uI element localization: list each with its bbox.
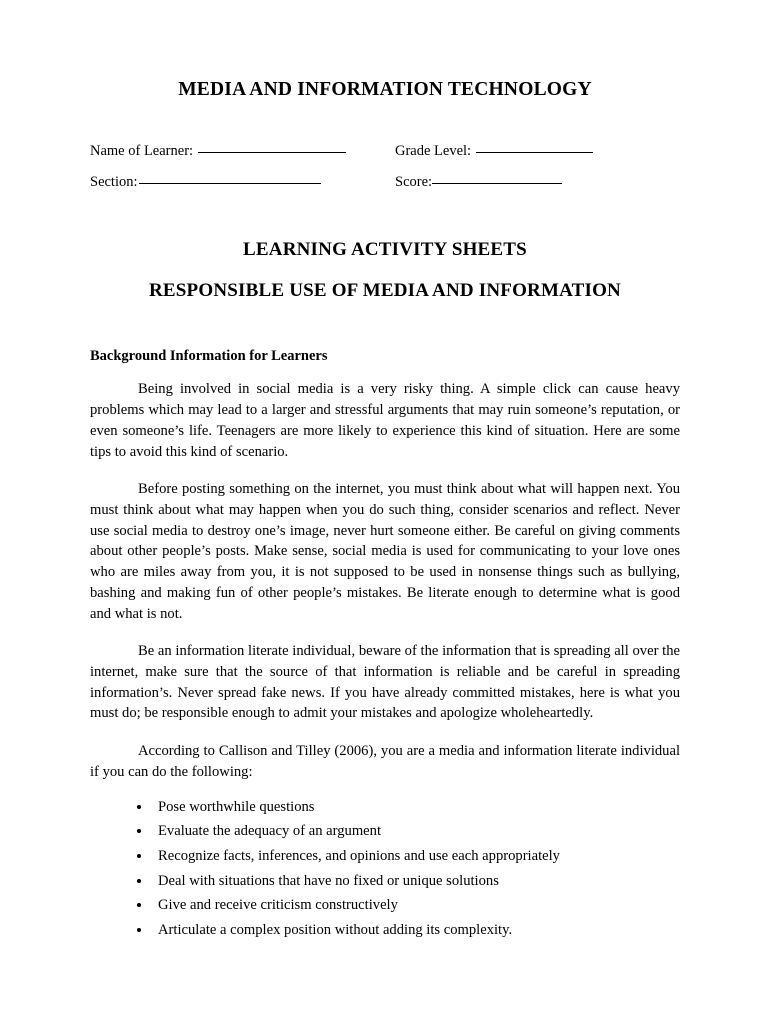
- grade-level-field[interactable]: [395, 143, 593, 160]
- paragraph-1: Being involved in social media is a very risky thing. A simple click can cause heavy problems which may lead to a larger and stressful arguments that may ruin someone’s reputation, or even someone’s life. Teenagers are more likely to experience this kind of situation. Here are some tips to avoid this kind of scenario.: [90, 381, 680, 460]
- score-label: Score:: [395, 174, 433, 191]
- list-item: • Evaluate the adequacy of an argument: [152, 821, 680, 842]
- document-headings: [90, 239, 680, 302]
- score-input[interactable]: [432, 183, 562, 184]
- paragraph-3: Be an information literate individual, beware of the information that is spreading all over the internet, make sure that the source of that information is reliable and be careful in spreading information’s. Never spread fake news. If you have already committed mistakes, here is what you must do; be responsible enough to admit your mistakes and apologize wholeheartedly.: [90, 643, 680, 722]
- list-item: • Deal with situations that have no fixed or unique solutions: [152, 871, 680, 892]
- list-item: • Articulate a complex position without adding its complexity.: [152, 920, 680, 941]
- grade-level-label: Grade Level:: [395, 143, 472, 160]
- list-item: • Pose worthwhile questions: [152, 797, 680, 818]
- section-input[interactable]: [139, 183, 321, 184]
- score-field[interactable]: [395, 174, 562, 191]
- name-of-learner-field[interactable]: [90, 143, 395, 160]
- form-row-name-grade: [90, 143, 680, 160]
- grade-level-input[interactable]: [476, 152, 593, 153]
- page-title: MEDIA AND INFORMATION TECHNOLOGY: [178, 79, 592, 100]
- form-row-section-score: [90, 174, 680, 191]
- name-of-learner-input[interactable]: [198, 152, 346, 153]
- section-label: Section:: [90, 174, 138, 191]
- learner-info-form: [90, 143, 680, 191]
- literacy-competencies-list: [90, 797, 680, 941]
- paragraph-2: Before posting something on the internet, you must think about what will happen next. You must think about what may happen when you do such thing, consider scenarios and reflect. Never use social media to destroy one’s image, never hurt someone either. Be careful on giving comments about other people’s posts. Make sense, social media is used for communicating to your love ones who are miles away from you, it is not supposed to be used in nonsense things such as bullying, bashing and making fun of other people’s mistakes. Be literate enough to determine what is good and what is not.: [90, 481, 680, 622]
- list-item: • Recognize facts, inferences, and opinions and use each appropriately: [152, 846, 680, 867]
- heading-topic: RESPONSIBLE USE OF MEDIA AND INFORMATION: [149, 280, 621, 302]
- list-item: • Give and receive criticism constructively: [152, 895, 680, 916]
- heading-learning-activity-sheets: LEARNING ACTIVITY SHEETS: [243, 239, 527, 261]
- heading-background-information: Background Information for Learners: [90, 348, 328, 365]
- paragraph-4: According to Callison and Tilley (2006), you are a media and information literate individual if you can do the following:: [90, 743, 680, 780]
- name-of-learner-label: Name of Learner:: [90, 143, 194, 160]
- section-field[interactable]: [90, 174, 395, 191]
